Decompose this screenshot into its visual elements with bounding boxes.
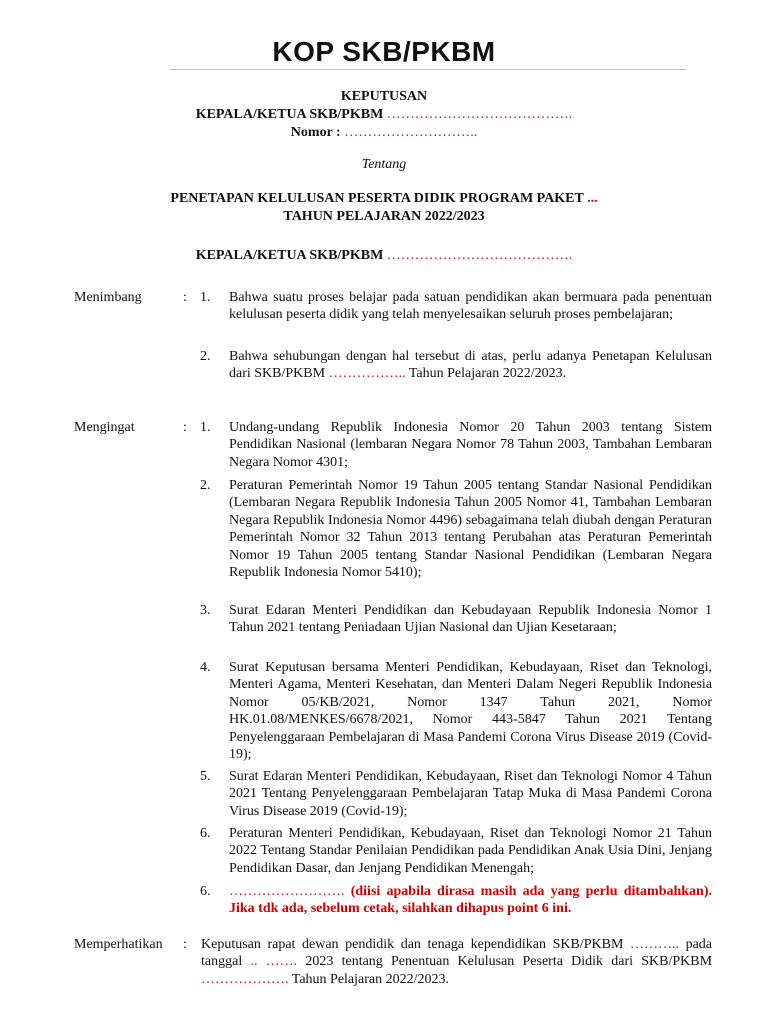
mengingat-num-5: 5.	[200, 769, 211, 784]
nomor-label: Nomor :	[290, 125, 341, 140]
menimbang-text-2a: Bahwa sehubungan dengan hal tersebut di atas, perlu adanya Penetapan Kelulusan dari SKB/PKBM	[229, 349, 712, 382]
menimbang-num-1: 1.	[200, 290, 211, 305]
kop-title: KOP SKB/PKBM	[272, 36, 496, 67]
menimbang-text-1: Bahwa suatu proses belajar pada satuan pendidikan akan bermuara pada penentuan kelulusan peserta didik yang telah menyelesaikan seluruh proses pembelajaran;	[229, 290, 712, 323]
memperhatikan-text-a: Keputusan rapat dewan pendidik dan tenaga kependidikan SKB/PKBM	[201, 937, 624, 952]
mengingat-text-6: Peraturan Menteri Pendidikan, Kebudayaan, Riset dan Teknologi Nomor 21 Tahun 2022 Tentang Standar Penilaian Pendidikan pada Pendidikan Anak Usia Dini, Jenjang Pendidikan Dasar, dan Jenjang Pendidikan Menengah;	[229, 826, 712, 876]
kepala-label: KEPALA/KETUA SKB/PKBM	[195, 107, 384, 122]
memperhatikan-text	[201, 936, 712, 988]
menimbang-colon: :	[183, 290, 187, 305]
nomor-placeholder: ………………………..	[344, 125, 478, 140]
kepala2-line	[0, 247, 768, 265]
keputusan-heading: KEPUTUSAN	[340, 89, 428, 104]
memperhatikan-placeholder-3: ……………….	[201, 971, 289, 987]
mengingat-text-4: Surat Keputusan bersama Menteri Pendidikan, Kebudayaan, Riset dan Teknologi, Menteri Agama, Menteri Kesehatan, dan Menteri Dalam Negeri Republik Indonesia Nomor 05/KB/2021, Nomor 1347 Tahun 2021, Nomor HK.01.08/MENKES/6678/2021, Nomor 443-5847 Tahun 2021 Tentang Penyelenggaraan Pembelajaran di Masa Pandemi Corona Virus Disease 2019 (Covid-19);	[229, 660, 712, 763]
menimbang-num-2: 2.	[200, 349, 211, 364]
kepala2-label: KEPALA/KETUA SKB/PKBM	[195, 248, 384, 263]
mengingat-text-3: Surat Edaran Menteri Pendidikan dan Kebudayaan Republik Indonesia Nomor 1 Tahun 2021 tentang Peniadaan Ujian Nasional dan Ujian Kesetaraan;	[229, 603, 712, 636]
tentang-label: Tentang	[361, 157, 407, 172]
mengingat-text-5: Surat Edaran Menteri Pendidikan, Kebudayaan, Riset dan Teknologi Nomor 4 Tahun 2021 Tentang Penyelenggaraan Pembelajaran Tatap Muka di Masa Pandemi Corona Virus Disease 2019 (Covid-19);	[229, 769, 712, 819]
menimbang-label: Menimbang	[74, 290, 142, 305]
mengingat-num-1: 1.	[200, 420, 211, 435]
memperhatikan-text-c: 2023 tentang Penentuan Kelulusan Peserta Didik dari SKB/PKBM	[305, 954, 713, 970]
mengingat-label: Mengingat	[74, 420, 135, 435]
memperhatikan-text-b: pada tanggal	[201, 937, 712, 970]
memperhatikan-placeholder-1: ………..	[629, 937, 679, 952]
memperhatikan-label: Memperhatikan	[74, 937, 163, 952]
mengingat-text-7	[229, 883, 712, 918]
mengingat-text-2: Peraturan Pemerintah Nomor 19 Tahun 2005 tentang Standar Nasional Pendidikan (Lembaran Negara Republik Indonesia Tahun 2005 Nomor 41, Tambahan Lembaran Negara Republik Indonesia Nomor 4496) sebagaimana telah diubah dengan Peraturan Pemerintah Nomor 32 Tahun 2013 tentang Perubahan atas Peraturan Pemerintah Nomor 19 Tahun 2005 tentang Standar Nasional Pendidikan (Lembaran Negara Republik Indonesia Nomor 5410);	[229, 478, 712, 581]
mengingat-num-4: 4.	[200, 660, 211, 675]
header-rule	[170, 69, 686, 70]
mengingat-instruction-note: (diisi apabila dirasa masih ada yang perlu ditambahkan). Jika tdk ada, sebelum cetak, silahkan dihapus point 6 ini.	[229, 884, 713, 917]
kepala-line	[0, 106, 768, 124]
mengingat-text-1: Undang-undang Republik Indonesia Nomor 20 Tahun 2003 tentang Sistem Pendidikan Nasional (lembaran Negara Nomor 78 Tahun 2003, Tambahan Lembaran Negara Nomor 4301;	[229, 420, 712, 470]
memperhatikan-text-d: Tahun Pelajaran 2022/2023.	[291, 971, 450, 987]
judul-line-2: TAHUN PELAJARAN 2022/2023	[283, 209, 485, 224]
mengingat-placeholder: …………………….	[229, 884, 345, 899]
judul-placeholder: ...	[587, 191, 598, 206]
memperhatikan-colon: :	[183, 937, 187, 952]
kepala2-placeholder: ………………………………….	[386, 248, 573, 263]
mengingat-num-6: 6.	[200, 826, 211, 841]
nomor-line	[0, 124, 768, 142]
judul-text: PENETAPAN KELULUSAN PESERTA DIDIK PROGRAM PAKET	[170, 191, 584, 206]
mengingat-num-3: 3.	[200, 603, 211, 618]
judul-line-1	[0, 190, 768, 208]
kepala-placeholder: ………………………………….	[386, 107, 573, 122]
menimbang-placeholder: ……………..	[328, 366, 406, 382]
mengingat-colon: :	[183, 420, 187, 435]
menimbang-text-2b: Tahun Pelajaran 2022/2023.	[408, 366, 567, 382]
mengingat-num-2: 2.	[200, 478, 211, 493]
memperhatikan-placeholder-2: .. …….	[250, 954, 298, 970]
mengingat-num-7: 6.	[200, 884, 211, 899]
menimbang-text-2	[229, 348, 712, 383]
